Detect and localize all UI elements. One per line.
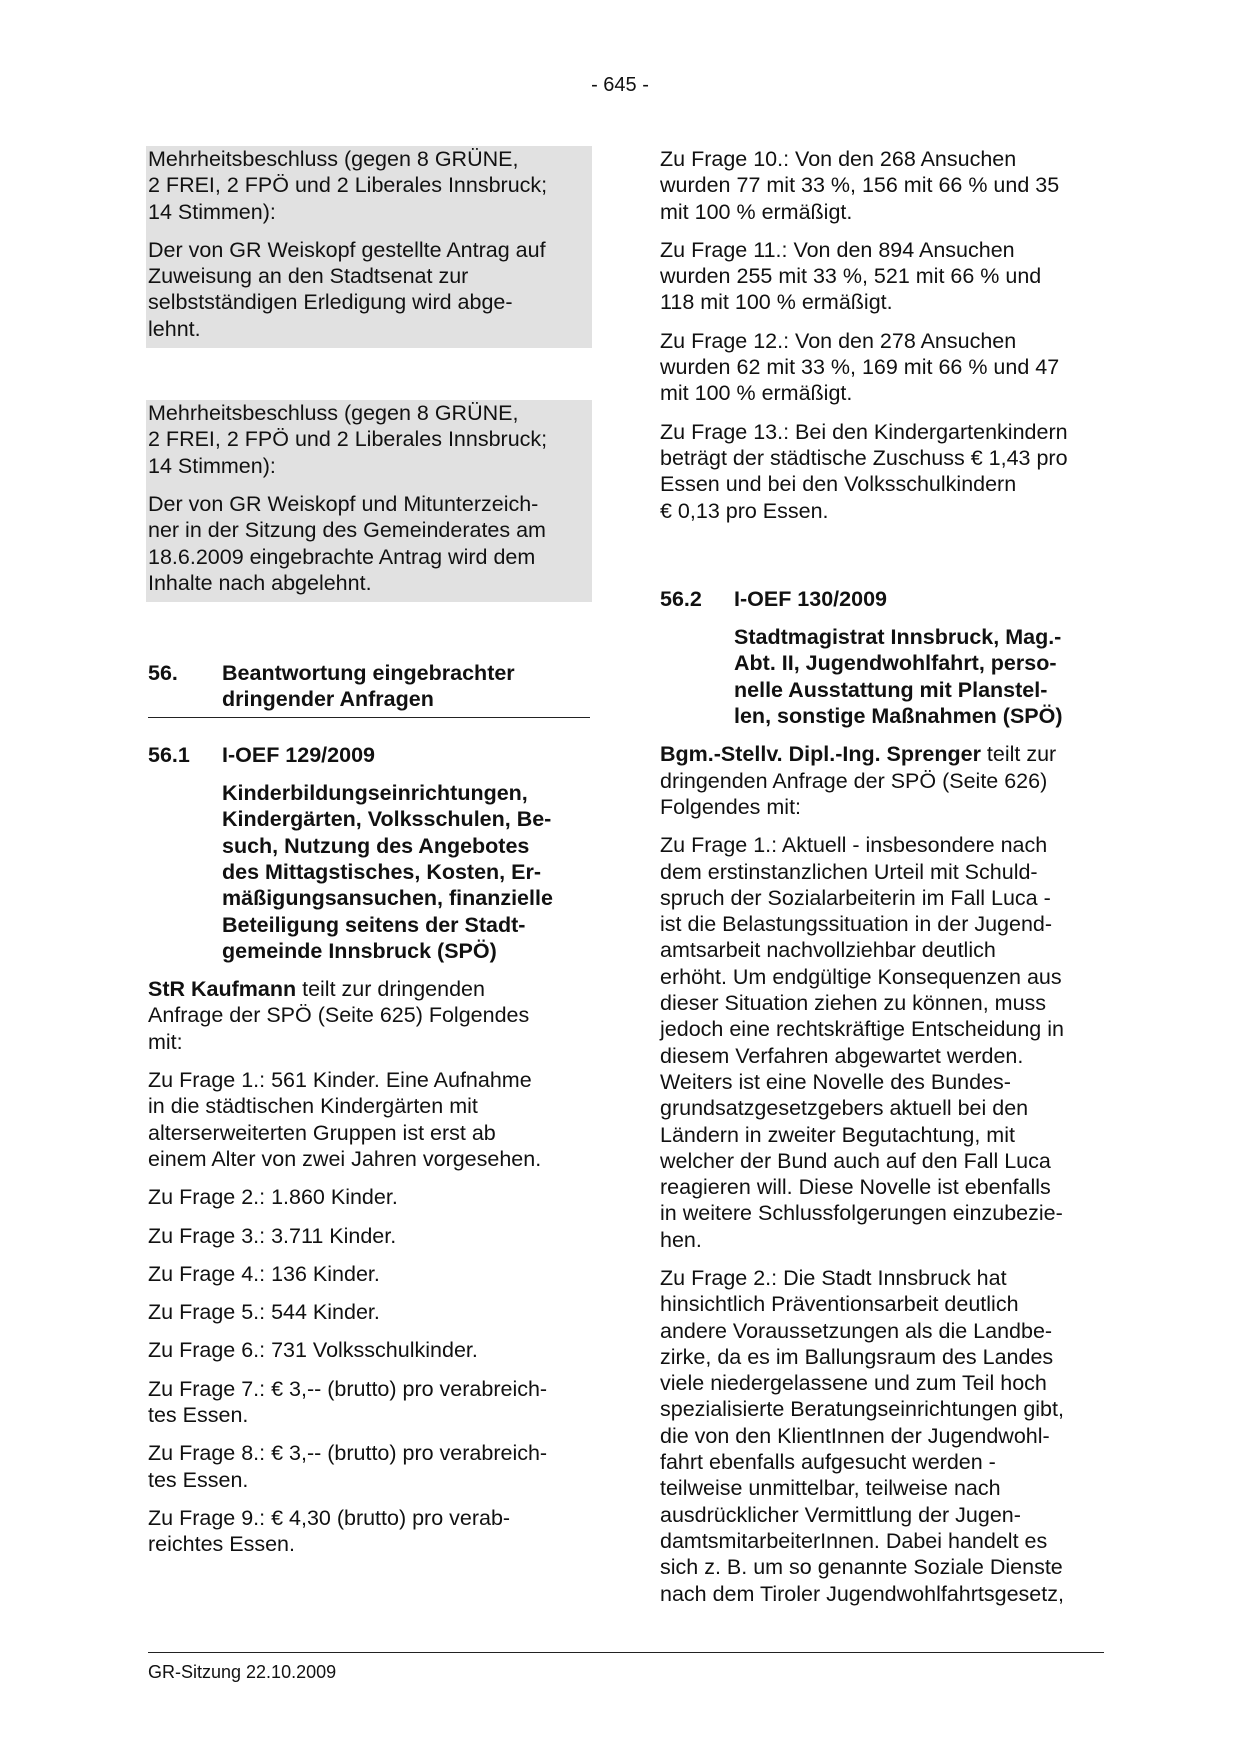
text-line: Abt. II, Jugendwohlfahrt, perso- [734,651,1057,676]
text-line: Beantwortung eingebrachter [222,661,515,686]
text-line: mit: [148,1029,183,1054]
text-line: 2 FREI, 2 FPÖ und 2 Liberales Innsbruck; [148,173,548,198]
text-line: Folgendes mit: [660,794,802,819]
text-line: dieser Situation ziehen zu können, muss [660,991,1047,1016]
text-line: Zu Frage 12.: Von den 278 Ansuchen [660,328,1017,353]
text-line: Inhalte nach abgelehnt. [148,570,372,595]
decision-text [148,237,590,348]
answer-intro [660,741,1104,820]
text-line: diesem Verfahren abgewartet werden. [660,1043,1024,1068]
section-title [222,660,590,713]
text-line: spezialisierte Beratungseinrichtungen gibt, [660,1397,1064,1422]
text-line: ist die Belastungssituation in der Jugend- [660,912,1053,937]
text-line: wurden 77 mit 33 %, 156 mit 66 % und 35 [660,173,1060,198]
text-line: 14 Stimmen): [148,199,276,224]
section-number: 56.2 [660,586,702,611]
section-ref: I-OEF 129/2009 [222,742,375,767]
text-line: tes Essen. [148,1402,249,1427]
text-line: Ländern in zweiter Begutachtung, mit [660,1122,1015,1147]
text-line: Anfrage der SPÖ (Seite 625) Folgendes [148,1003,530,1028]
text-line: Zu Frage 7.: € 3,-- (brutto) pro verabreich- [148,1376,548,1401]
text-line: in weitere Schlussfolgerungen einzubezie- [660,1201,1063,1226]
text-line: 118 mit 100 % ermäßigt. [660,290,893,315]
text-line: wurden 62 mit 33 %, 169 mit 66 % und 47 [660,355,1060,380]
right-column [660,146,1104,1619]
text-line: Zu Frage 5.: 544 Kinder. [148,1300,380,1325]
answer-intro [148,976,590,1055]
page-number: - 645 - [591,74,649,96]
text-line: spruch der Sozialarbeiterin im Fall Luca - [660,885,1051,910]
text-line: dringender Anfragen [222,687,434,712]
text-line: 18.6.2009 eingebrachte Antrag wird dem [148,544,536,569]
answer-paragraph [660,419,1104,524]
text-line: Zuweisung an den Stadtsenat zur [148,264,469,289]
text-line: mäßigungsansuchen, finanzielle [222,886,553,911]
text-line [148,976,590,1002]
text-line: Mehrheitsbeschluss (gegen 8 GRÜNE, [148,147,519,171]
text-line: lehnt. [148,316,201,341]
decision-box-2 [146,400,592,602]
text-line: Der von GR Weiskopf und Mitunterzeich- [148,491,539,516]
text-line: Essen und bei den Volksschulkindern [660,472,1017,497]
answer-paragraph [148,1299,590,1325]
text-line: Stadtmagistrat Innsbruck, Mag.- [734,625,1062,650]
text-line: jedoch eine rechtskräftige Entscheidung in [660,1017,1064,1042]
answer-paragraph [148,1261,590,1287]
answer-paragraph [148,1067,590,1172]
text-line: reagieren will. Diese Novelle ist ebenfalls [660,1175,1051,1200]
text-line: tes Essen. [148,1467,249,1492]
text-line: alterserweiterten Gruppen ist erst ab [148,1120,496,1145]
text-line: such, Nutzung des Angebotes [222,833,530,858]
section-subject [148,780,590,964]
answer-paragraph [148,1184,590,1210]
text-line [660,741,1104,767]
text-line: Zu Frage 1.: 561 Kinder. Eine Aufnahme [148,1068,532,1093]
decision-box-1 [146,146,592,348]
text-line: in die städtischen Kindergärten mit [148,1094,478,1119]
section-heading-56 [148,660,590,718]
text-line: erhöht. Um endgültige Konsequenzen aus [660,964,1062,989]
text-line: des Mittagstisches, Kosten, Er- [222,859,541,884]
text-line: Der von GR Weiskopf gestellte Antrag auf [148,237,546,262]
answer-paragraph [660,1265,1104,1607]
decision-text [148,491,590,602]
text-line: teilweise unmittelbar, teilweise nach [660,1476,1001,1501]
text-line: welcher der Bund auch auf den Fall Luca [660,1148,1051,1173]
answer-paragraph [148,1337,590,1363]
text-line: viele niedergelassene und zum Teil hoch [660,1371,1047,1396]
text-line: Zu Frage 1.: Aktuell - insbesondere nach [660,833,1048,858]
text-line: fahrt ebenfalls aufgesucht werden - [660,1450,996,1475]
answer-paragraph [148,1376,590,1429]
text-line: grundsatzgesetzgebers aktuell bei den [660,1096,1029,1121]
text-line: sich z. B. um so genannte Soziale Dienste [660,1555,1063,1580]
text-line: Zu Frage 2.: 1.860 Kinder. [148,1185,398,1210]
text-line: wurden 255 mit 33 %, 521 mit 66 % und [660,264,1042,289]
section-number: 56. [148,661,178,686]
text-line: Zu Frage 13.: Bei den Kindergartenkindern [660,419,1068,444]
text-fragment: teilt zur [980,742,1057,767]
text-line: Beteiligung seitens der Stadt- [222,912,526,937]
text-line: Kinderbildungseinrichtungen, [222,781,528,806]
text-line: damtsmitarbeiterInnen. Dabei handelt es [660,1528,1048,1553]
text-line: die von den KlientInnen der Jugendwohl- [660,1423,1050,1448]
left-column [148,146,590,1569]
text-line: einem Alter von zwei Jahren vorgesehen. [148,1146,542,1171]
decision-statement [148,146,590,237]
text-line: hen. [660,1227,702,1252]
decision-statement [148,400,590,491]
text-line: Mehrheitsbeschluss (gegen 8 GRÜNE, [148,401,519,426]
answer-paragraph [148,1223,590,1249]
text-line: Zu Frage 6.: 731 Volksschulkinder. [148,1338,478,1363]
section-heading-56-2 [660,586,1104,612]
text-line: andere Voraussetzungen als die Landbe- [660,1318,1053,1343]
text-line: Zu Frage 2.: Die Stadt Innsbruck hat [660,1265,1007,1290]
answer-paragraph [148,1505,590,1558]
text-line: 2 FREI, 2 FPÖ und 2 Liberales Innsbruck; [148,427,548,452]
answer-paragraph [660,832,1104,1253]
text-line: Zu Frage 10.: Von den 268 Ansuchen [660,147,1017,171]
text-line: beträgt der städtische Zuschuss € 1,43 pro [660,445,1068,470]
text-line: dem erstinstanzlichen Urteil mit Schuld- [660,859,1038,884]
text-line: Weiters ist eine Novelle des Bundes- [660,1069,1011,1094]
text-line: len, sonstige Maßnahmen (SPÖ) [734,704,1063,729]
text-line: nach dem Tiroler Jugendwohlfahrtsgesetz, [660,1581,1064,1606]
text-line: mit 100 % ermäßigt. [660,199,853,224]
section-subject [660,624,1104,729]
text-line: amtsarbeit nachvollziehbar deutlich [660,938,996,963]
section-heading-56-1 [148,742,590,768]
speaker-name: Bgm.-Stellv. Dipl.-Ing. Sprenger [660,742,981,767]
text-line: Zu Frage 4.: 136 Kinder. [148,1261,380,1286]
text-line: reichtes Essen. [148,1532,295,1557]
text-line: hinsichtlich Präventionsarbeit deutlich [660,1292,1019,1317]
section-ref: I-OEF 130/2009 [734,586,887,611]
text-line: 14 Stimmen): [148,453,276,478]
answer-paragraph [660,328,1104,407]
text-line: Zu Frage 11.: Von den 894 Ansuchen [660,237,1015,262]
text-fragment: teilt zur dringenden [296,977,485,1002]
text-line: selbstständigen Erledigung wird abge- [148,290,513,315]
text-line: € 0,13 pro Essen. [660,498,829,523]
text-line: gemeinde Innsbruck (SPÖ) [222,938,497,963]
text-line: dringenden Anfrage der SPÖ (Seite 626) [660,768,1048,793]
answer-paragraph [148,1440,590,1493]
text-line: Kindergärten, Volksschulen, Be- [222,807,552,832]
text-line: Zu Frage 9.: € 4,30 (brutto) pro verab- [148,1505,511,1530]
text-line: nelle Ausstattung mit Planstel- [734,677,1048,702]
answer-paragraph [660,237,1104,316]
text-line: Zu Frage 8.: € 3,-- (brutto) pro verabreich- [148,1441,548,1466]
footer-text: GR-Sitzung 22.10.2009 [148,1662,337,1682]
footer-divider [148,1652,1104,1653]
text-line: ausdrücklicher Vermittlung der Jugen- [660,1502,1021,1527]
text-line: Zu Frage 3.: 3.711 Kinder. [148,1223,397,1248]
text-line: mit 100 % ermäßigt. [660,381,853,406]
section-number: 56.1 [148,742,190,767]
text-line: zirke, da es im Ballungsraum des Landes [660,1344,1054,1369]
text-line: ner in der Sitzung des Gemeinderates am [148,518,546,543]
speaker-name: StR Kaufmann [148,977,297,1002]
answer-paragraph [660,146,1104,225]
